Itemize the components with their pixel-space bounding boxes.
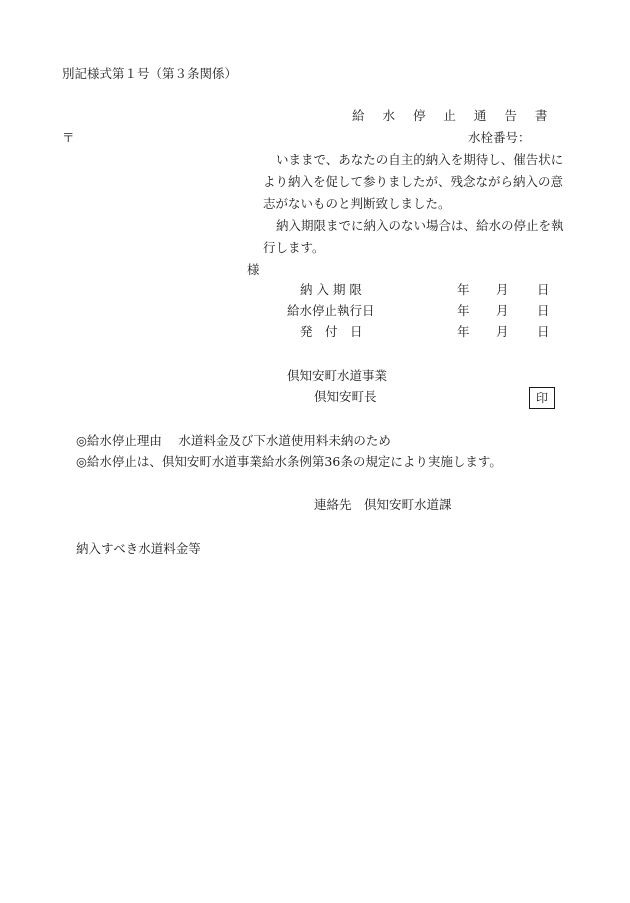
contact: 連絡先 倶知安町水道課 xyxy=(314,497,452,512)
issue-date-year: 年 xyxy=(457,324,470,339)
charges-heading: 納入すべき水道料金等 xyxy=(76,541,201,556)
notice-title: 給 水 停 止 通 告 書 xyxy=(352,108,555,123)
stop-date-month: 月 xyxy=(496,303,509,318)
meter-number-label: 水栓番号： xyxy=(468,130,531,145)
seal-box: 印 xyxy=(529,387,555,409)
stop-date-label: 給水停止執行日 xyxy=(287,303,375,318)
paragraph-1-line-1: いままで、あなたの自主的納入を期待し、催告状に xyxy=(276,152,564,167)
due-date-month: 月 xyxy=(496,282,509,297)
postal-mark: 〒 xyxy=(62,130,75,145)
paragraph-2-line-1: 納入期限までに納入のない場合は、給水の停止を執 xyxy=(276,218,564,233)
issue-date-day: 日 xyxy=(537,324,550,339)
issue-date-month: 月 xyxy=(496,324,509,339)
paragraph-2-line-2: 行します。 xyxy=(263,240,325,255)
paragraph-1-line-3: 志がないものと判断致しました。 xyxy=(263,196,451,211)
due-date-label: 納 入 期 限 xyxy=(300,282,362,297)
form-label: 別記様式第１号（第３条関係） xyxy=(62,66,238,81)
stop-date-year: 年 xyxy=(457,303,470,318)
addressee-suffix: 様 xyxy=(247,262,260,277)
due-date-day: 日 xyxy=(537,282,550,297)
issuer-organization: 倶知安町水道事業 xyxy=(287,368,388,383)
note-regulation: ◎給水停止は、倶知安町水道事業給水条例第36条の規定により実施します。 xyxy=(76,454,502,469)
issue-date-label: 発 付 日 xyxy=(300,324,363,339)
paragraph-1-line-2: より納入を促して参りましたが、残念ながら納入の意 xyxy=(263,174,564,189)
due-date-year: 年 xyxy=(457,282,470,297)
stop-date-day: 日 xyxy=(537,303,550,318)
note-stop-reason: ◎給水停止理由 水道料金及び下水道使用料未納のため xyxy=(76,433,391,448)
issuer-official: 倶知安町長 xyxy=(314,389,377,404)
